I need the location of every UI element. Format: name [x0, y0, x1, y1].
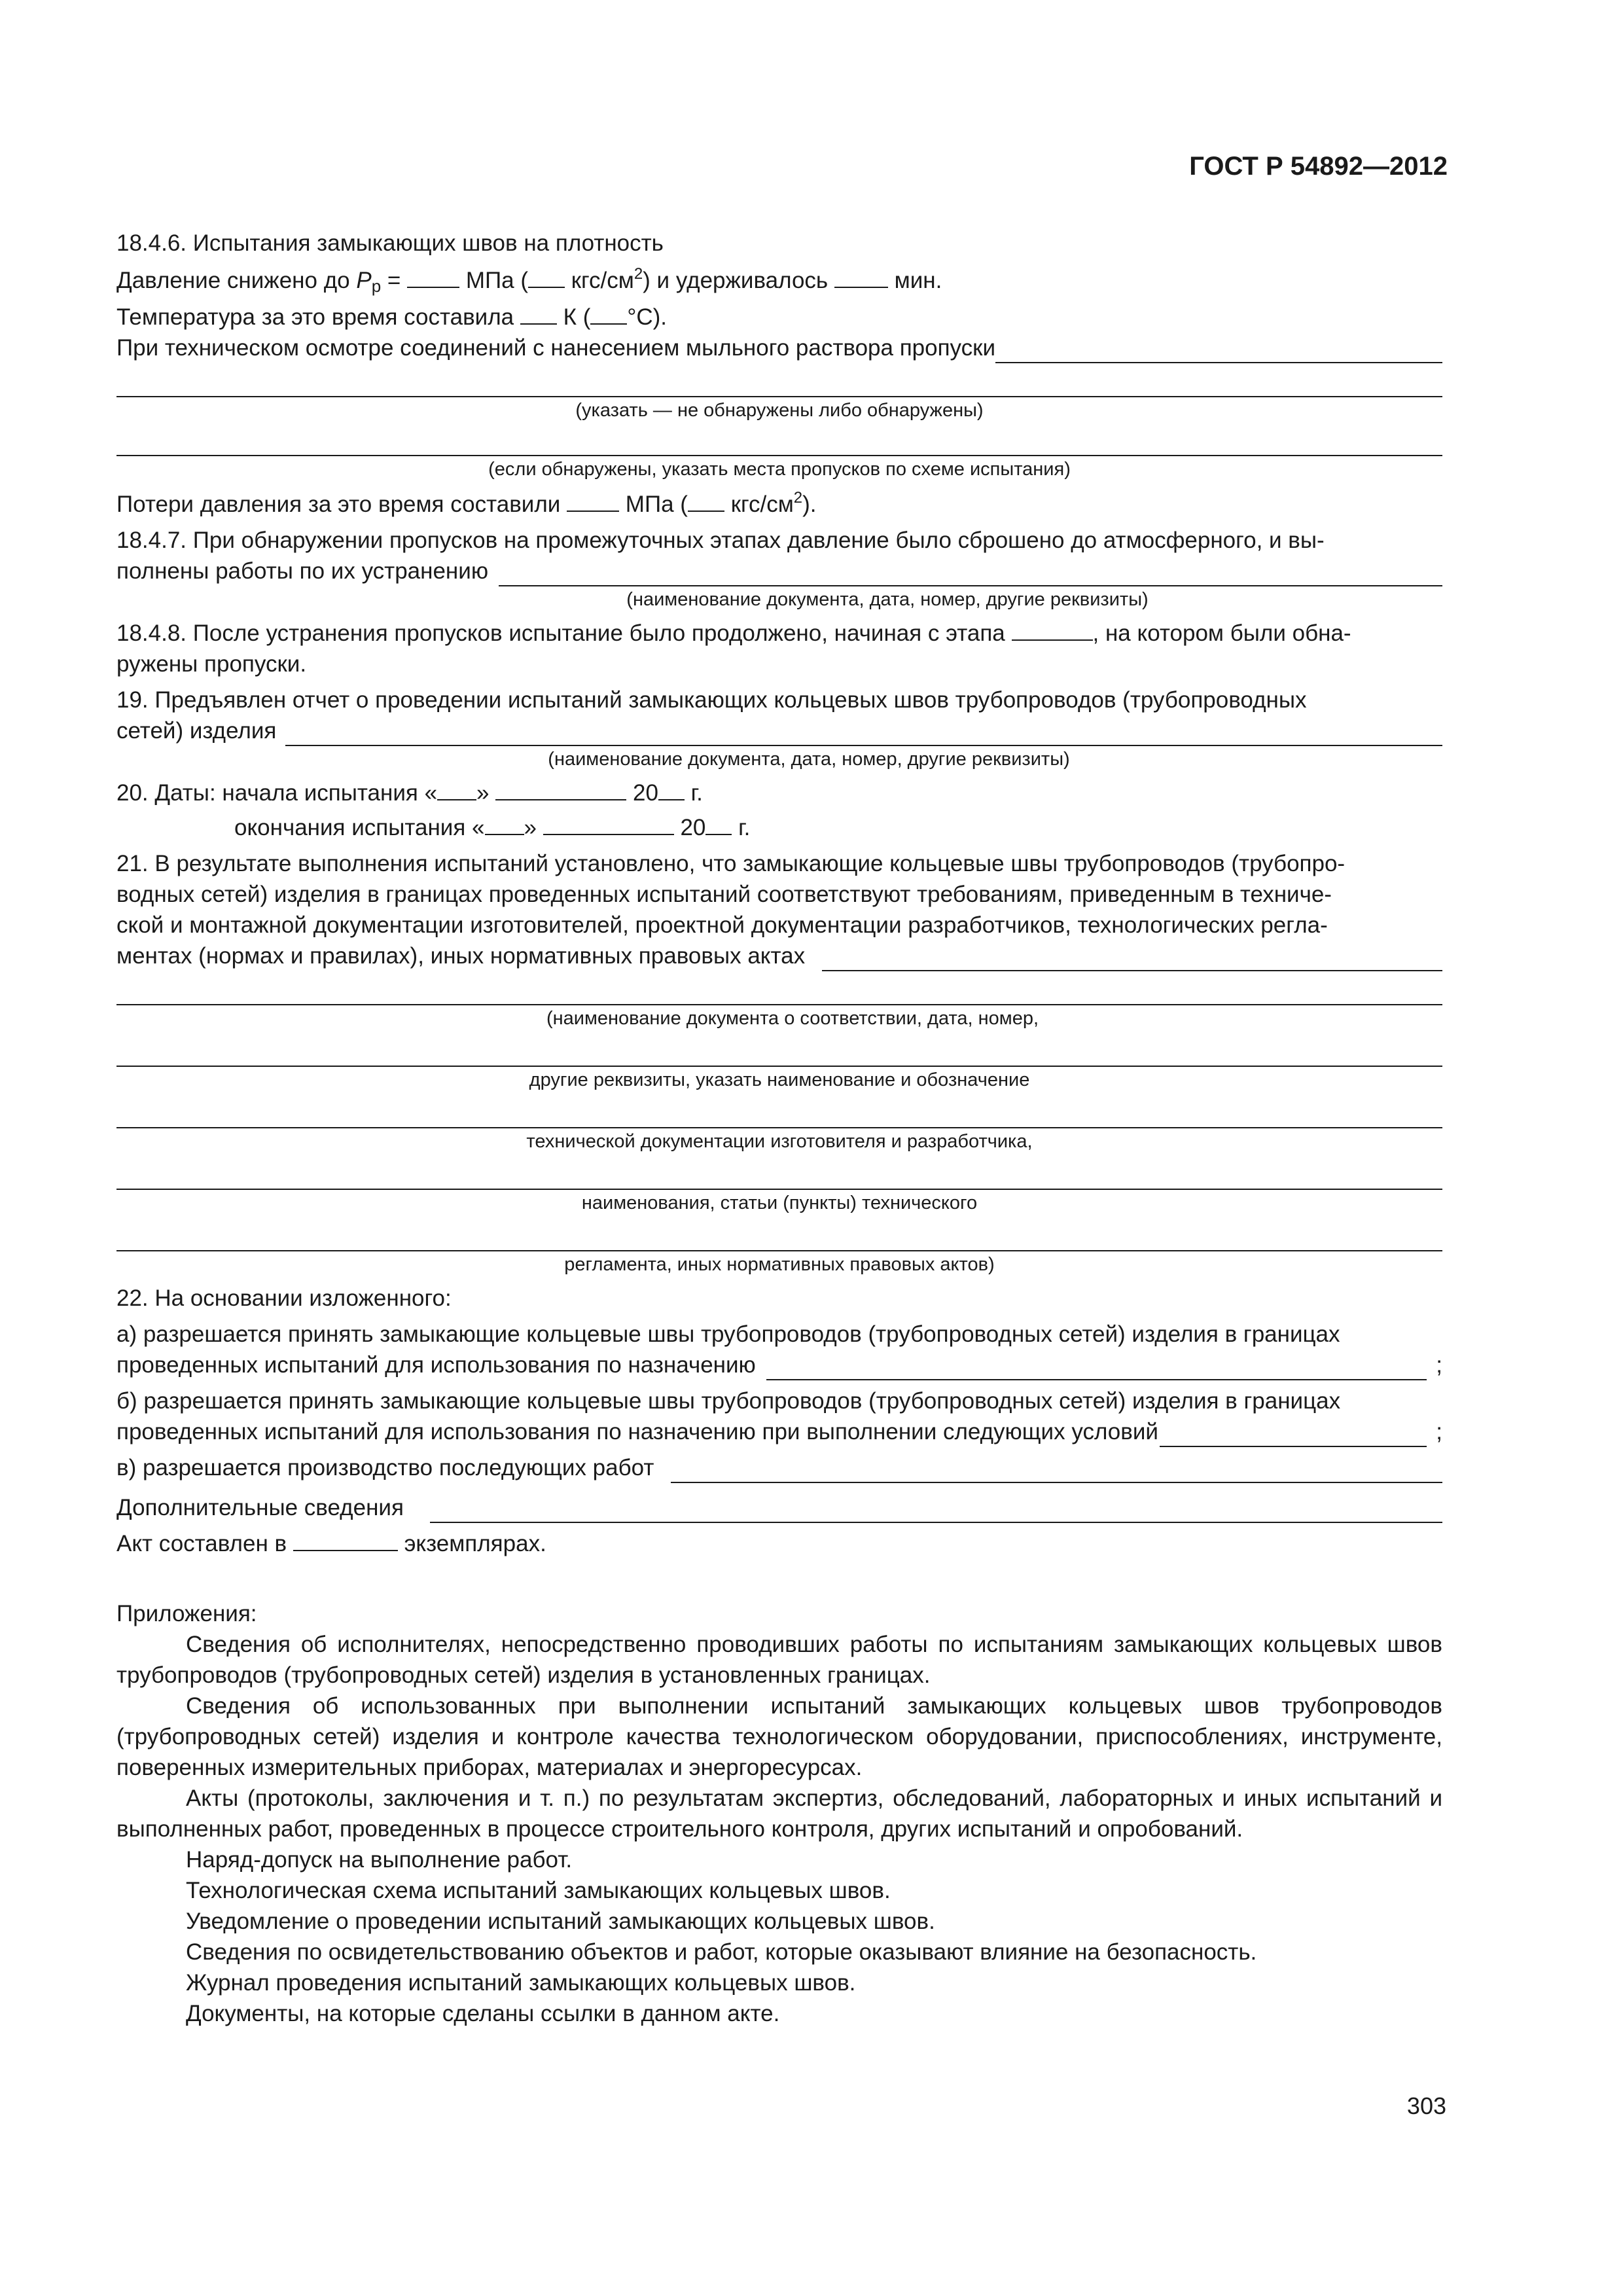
pressure-mpa-field[interactable]	[407, 266, 459, 288]
pressure-loss-line	[116, 482, 1442, 520]
repair-text: полнены работы по их устранению	[116, 558, 489, 584]
conformity-line-5[interactable]	[116, 1216, 1442, 1251]
copies-suffix: экземплярах.	[404, 1531, 546, 1556]
additional-info-label: Дополнительные сведения	[116, 1495, 404, 1520]
permission-c-field[interactable]	[671, 1460, 1442, 1483]
section-19-line-2	[116, 715, 1442, 746]
appendix-item: Технологическая схема испытаний замыкающих кольцевых швов.	[186, 1878, 891, 1903]
conformity-text: ментах (нормах и правилах), иных нормативных правовых актах	[116, 943, 806, 969]
conformity-caption-5: регламента, иных нормативных правовых актов)	[564, 1254, 995, 1275]
section-18-4-7-line-1: 18.4.7. При обнаружении пропусков на промежуточных этапах давление было сброшено до атмосферного, и вы-	[116, 528, 1325, 553]
permission-b-text: проведенных испытаний для использования по назначению при выполнении следующих условий	[116, 1419, 1158, 1444]
end-quote-close: »	[524, 815, 537, 840]
celsius-unit: °С).	[627, 304, 668, 330]
held-text: ) и удерживалось	[643, 268, 829, 293]
pressure-prefix: Давление снижено до	[116, 268, 350, 293]
mpa-unit: МПа (	[465, 268, 528, 293]
copies-prefix: Акт составлен в	[116, 1531, 287, 1556]
equals-sign: =	[387, 268, 401, 293]
p-subscript: р	[371, 276, 382, 296]
section-18-4-7-line-2	[116, 556, 1442, 586]
temperature-prefix: Температура за это время составила	[116, 304, 514, 330]
loss-kgf-unit: кгс/см	[730, 492, 794, 517]
inspection-result-line-2[interactable]	[116, 363, 1442, 397]
standard-code: ГОСТ Р 54892—2012	[1189, 152, 1448, 181]
appendix-item: Сведения об исполнителях, непосредственно проводивших работы по испытаниям замыкающих кольцевых швов трубопроводов (трубопроводных сетей) изделия в установленных границах.	[116, 1632, 1442, 1688]
start-day-field[interactable]	[437, 778, 476, 800]
appendix-item: Документы, на которые сделаны ссылки в данном акте.	[186, 2001, 780, 2026]
temperature-k-field[interactable]	[520, 302, 557, 325]
start-quote-close: »	[476, 780, 490, 806]
repair-document-field[interactable]	[499, 563, 1442, 586]
inspection-caption-1: (указать — не обнаружены либо обнаружены)	[575, 400, 984, 421]
section-22-title: 22. На основании изложенного:	[116, 1285, 452, 1311]
report-text: сетей) изделия	[116, 718, 277, 744]
minutes-unit: мин.	[894, 268, 942, 293]
inspection-result-field[interactable]	[995, 340, 1442, 363]
resume-text-b: , на котором были обна-	[1092, 620, 1351, 646]
start-year-suffix: г.	[690, 780, 703, 806]
conformity-line-4[interactable]	[116, 1155, 1442, 1190]
permission-b-field[interactable]	[1160, 1424, 1427, 1447]
appendix-item: Акты (протоколы, заключения и т. п.) по результатам экспертиз, обследований, лабораторных и иных испытаний и выполненных работ, проведенных в процессе строительного контроля, других испытаний и опробований.	[116, 1785, 1442, 1842]
permission-b-line-2	[116, 1416, 1442, 1447]
section-18-4-6-title: 18.4.6. Испытания замыкающих швов на плотность	[116, 230, 664, 256]
additional-info-field[interactable]	[430, 1499, 1442, 1523]
conformity-line-2[interactable]	[116, 1031, 1442, 1067]
appendix-item: Сведения по освидетельствованию объектов и работ, которые оказывают влияние на безопасность.	[186, 1939, 1257, 1965]
start-year-field[interactable]	[658, 778, 685, 800]
section-18-4-7-caption: (наименование документа, дата, номер, другие реквизиты)	[626, 589, 1149, 610]
resume-text-a: 18.4.8. После устранения пропусков испытание было продолжено, начиная с этапа	[116, 620, 1005, 646]
section-18-4-8-line-1	[116, 618, 1442, 649]
loss-end: ).	[802, 492, 817, 517]
start-month-field[interactable]	[495, 778, 626, 800]
conformity-caption-1: (наименование документа о соответствии, дата, номер,	[546, 1008, 1039, 1029]
conformity-line-3[interactable]	[116, 1093, 1442, 1128]
inspection-line	[116, 332, 1442, 363]
start-year-prefix: 20	[632, 780, 658, 806]
appendix-item: Сведения об использованных при выполнении испытаний замыкающих кольцевых швов трубопроводов (трубопроводных сетей) изделия и контроле качества технологическом оборудовании, приспособлениях, инструменте, поверенных измерительных приборах, материалах и энергоресурсах.	[116, 1693, 1442, 1780]
conformity-caption-2: другие реквизиты, указать наименование и обозначение	[529, 1069, 1030, 1090]
copies-count-field[interactable]	[293, 1529, 398, 1551]
conformity-field[interactable]	[822, 948, 1442, 971]
page-number: 303	[1406, 2092, 1446, 2119]
loss-kgf-superscript: 2	[793, 489, 803, 507]
additional-info-line	[116, 1492, 1442, 1523]
section-19-line-1: 19. Предъявлен отчет о проведении испытаний замыкающих кольцевых швов трубопроводов (трубопроводных	[116, 687, 1307, 713]
end-date-label: окончания испытания «	[234, 815, 485, 840]
permission-c-text: в) разрешается производство последующих работ	[116, 1455, 654, 1480]
permission-b-semicolon: ;	[1436, 1419, 1442, 1444]
appendix-item: Наряд-допуск на выполнение работ.	[186, 1847, 573, 1873]
loss-mpa-unit: МПа (	[625, 492, 688, 517]
conformity-line-1[interactable]	[116, 971, 1442, 1005]
loss-mpa-field[interactable]	[567, 490, 619, 512]
pressure-line	[116, 259, 1442, 302]
inspection-text: При техническом осмотре соединений с нанесением мыльного раствора пропуски	[116, 335, 996, 361]
report-document-field[interactable]	[285, 723, 1442, 746]
kgf-superscript: 2	[633, 265, 643, 283]
end-year-prefix: 20	[680, 815, 706, 840]
section-21-line-4	[116, 941, 1442, 971]
appendices-title: Приложения:	[116, 1601, 257, 1626]
hold-time-field[interactable]	[834, 266, 888, 288]
copies-line	[116, 1528, 1442, 1559]
section-21-line-1: 21. В результате выполнения испытаний установлено, что замыкающие кольцевые швы трубопроводов (трубопро-	[116, 851, 1346, 876]
temperature-c-field[interactable]	[590, 302, 627, 325]
permission-a-field[interactable]	[766, 1357, 1427, 1380]
kelvin-unit: К (	[563, 304, 591, 330]
end-year-suffix: г.	[738, 815, 751, 840]
stage-field[interactable]	[1012, 619, 1093, 641]
loss-prefix: Потери давления за это время составили	[116, 492, 561, 517]
end-year-field[interactable]	[705, 813, 732, 835]
end-month-field[interactable]	[543, 813, 674, 835]
inspection-caption-2: (если обнаружены, указать места пропусков по схеме испытания)	[488, 459, 1071, 480]
leak-locations-line[interactable]	[116, 423, 1442, 456]
section-21-line-3: ской и монтажной документации изготовителей, проектной документации разработчиков, технологических регла-	[116, 912, 1328, 938]
temperature-line	[116, 302, 1442, 332]
permission-a-line-1: а) разрешается принять замыкающие кольцевые швы трубопроводов (трубопроводных сетей) изделия в границах	[116, 1321, 1340, 1347]
end-day-field[interactable]	[485, 813, 524, 835]
conformity-caption-4: наименования, статьи (пункты) технического	[581, 1193, 978, 1213]
section-19-caption: (наименование документа, дата, номер, другие реквизиты)	[548, 749, 1070, 770]
kgf-unit: кгс/см	[571, 268, 634, 293]
appendix-item: Уведомление о проведении испытаний замыкающих кольцевых швов.	[186, 1909, 935, 1934]
conformity-caption-3: технической документации изготовителя и разработчика,	[526, 1131, 1033, 1152]
loss-kgf-field[interactable]	[688, 490, 724, 512]
pressure-kgf-field[interactable]	[528, 266, 565, 288]
section-18-4-8-line-2: ружены пропуски.	[116, 651, 307, 677]
permission-c-line	[116, 1452, 1442, 1483]
appendix-item: Журнал проведения испытаний замыкающих кольцевых швов.	[186, 1970, 856, 1996]
permission-a-line-2	[116, 1350, 1442, 1380]
document-body	[116, 228, 1442, 2029]
permission-b-line-1: б) разрешается принять замыкающие кольцевые швы трубопроводов (трубопроводных сетей) изделия в границах	[116, 1388, 1341, 1414]
permission-a-text: проведенных испытаний для использования по назначению	[116, 1352, 756, 1378]
permission-a-semicolon: ;	[1436, 1352, 1442, 1378]
section-21-line-2: водных сетей) изделия в границах проведенных испытаний соответствуют требованиям, приведенным в техниче-	[116, 882, 1332, 907]
start-date-line	[116, 778, 1442, 808]
end-date-line	[116, 812, 1442, 843]
p-symbol: P	[356, 268, 372, 293]
start-date-label: 20. Даты: начала испытания «	[116, 780, 438, 806]
